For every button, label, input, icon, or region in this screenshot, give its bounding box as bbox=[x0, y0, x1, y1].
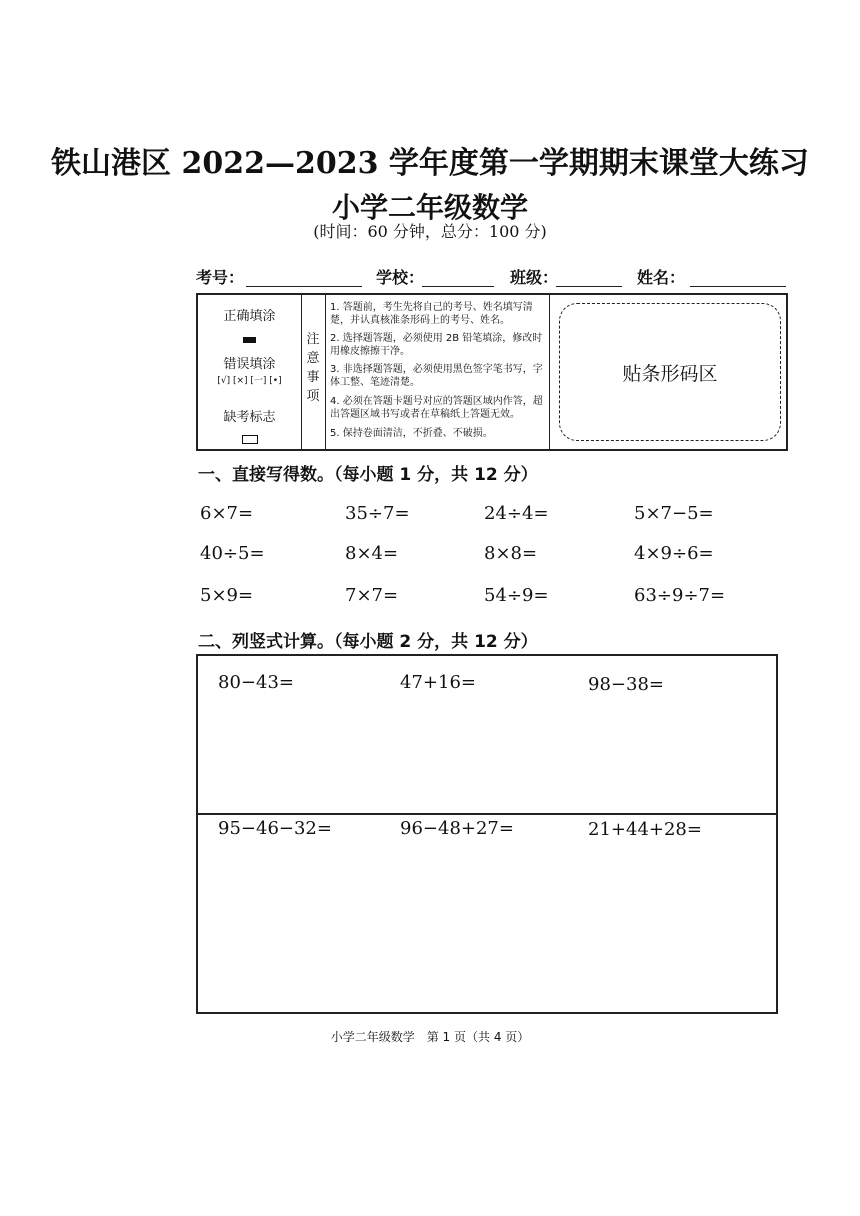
instructions-box bbox=[196, 293, 788, 451]
note-item: 5. 保持卷面清洁，不折叠、不破损。 bbox=[330, 428, 493, 439]
problem: 6×7= bbox=[200, 503, 254, 524]
class-field[interactable] bbox=[556, 286, 622, 287]
problem: 8×8= bbox=[484, 543, 538, 564]
calc-divider bbox=[198, 813, 776, 815]
barcode-area bbox=[559, 303, 781, 441]
name-field[interactable] bbox=[690, 286, 786, 287]
class-label: 班级： bbox=[510, 268, 559, 287]
problem: 8×4= bbox=[345, 543, 399, 564]
absent-mark-box[interactable] bbox=[198, 429, 301, 448]
school-label: 学校： bbox=[376, 268, 425, 287]
exam-subtitle: 小学二年级数学 bbox=[331, 191, 528, 224]
section1-title: 一、直接写得数。（每小题 1 分，共 12 分） bbox=[198, 465, 538, 485]
problem: 40÷5= bbox=[200, 543, 265, 564]
notes-header-char: 项 bbox=[306, 389, 320, 404]
notes-header-char: 意 bbox=[306, 351, 320, 366]
note-item: 2. 选择题答题，必须使用 2B 铅笔填涂，修改时用橡皮擦擦干净。 bbox=[330, 333, 543, 357]
note-item: 3. 非选择题答题，必须使用黑色签字笔书写，字体工整、笔迹清楚。 bbox=[330, 364, 543, 388]
problem: 63÷9÷7= bbox=[634, 585, 726, 606]
exam-no-label: 考号： bbox=[196, 268, 245, 287]
time-info: (时间：60 分钟，总分：100 分) bbox=[313, 222, 547, 241]
wrong-fill-examples: [√] [×] [一] [•] bbox=[217, 376, 282, 386]
section2-title: 二、列竖式计算。（每小题 2 分，共 12 分） bbox=[198, 632, 538, 652]
exam-no-field[interactable] bbox=[246, 286, 362, 287]
problem: 35÷7= bbox=[345, 503, 410, 524]
problem: 4×9÷6= bbox=[634, 543, 714, 564]
page-footer: 小学二年级数学 第 1 页（共 4 页） bbox=[330, 1030, 530, 1044]
calc-problem: 98−38= bbox=[588, 674, 664, 695]
problem: 7×7= bbox=[345, 585, 399, 606]
problem: 5×9= bbox=[200, 585, 254, 606]
calc-problem: 80−43= bbox=[218, 672, 294, 693]
calc-problem: 21+44+28= bbox=[588, 819, 702, 840]
note-item: 4. 必须在答题卡题号对应的答题区域内作答，超出答题区域书写或者在草稿纸上答题无效。 bbox=[330, 396, 543, 420]
notes-header-char: 事 bbox=[306, 370, 320, 385]
vertical-calc-box[interactable] bbox=[196, 654, 778, 1014]
absent-mark-label: 缺考标志 bbox=[223, 410, 276, 425]
problem: 5×7−5= bbox=[634, 503, 714, 524]
calc-problem: 95−46−32= bbox=[218, 818, 332, 839]
name-label: 姓名： bbox=[637, 268, 686, 287]
correct-fill-label: 正确填涂 bbox=[223, 309, 276, 324]
fill-guide bbox=[198, 295, 302, 449]
problem: 24÷4= bbox=[484, 503, 549, 524]
note-item: 1. 答题前，考生先将自己的考号、姓名填写清楚，并认真核准条形码上的考号、姓名。 bbox=[330, 302, 533, 326]
notes-header-char: 注 bbox=[306, 332, 320, 347]
notes-header-column bbox=[301, 295, 326, 449]
wrong-fill-label: 错误填涂 bbox=[223, 357, 276, 372]
calc-problem: 47+16= bbox=[400, 672, 476, 693]
correct-fill-mark bbox=[198, 328, 301, 347]
problem: 54÷9= bbox=[484, 585, 549, 606]
calc-problem: 96−48+27= bbox=[400, 818, 514, 839]
school-field[interactable] bbox=[422, 286, 494, 287]
barcode-label: 贴条形码区 bbox=[622, 363, 718, 385]
exam-title: 铁山港区 2022—2023 学年度第一学期期末课堂大练习 bbox=[51, 146, 809, 181]
